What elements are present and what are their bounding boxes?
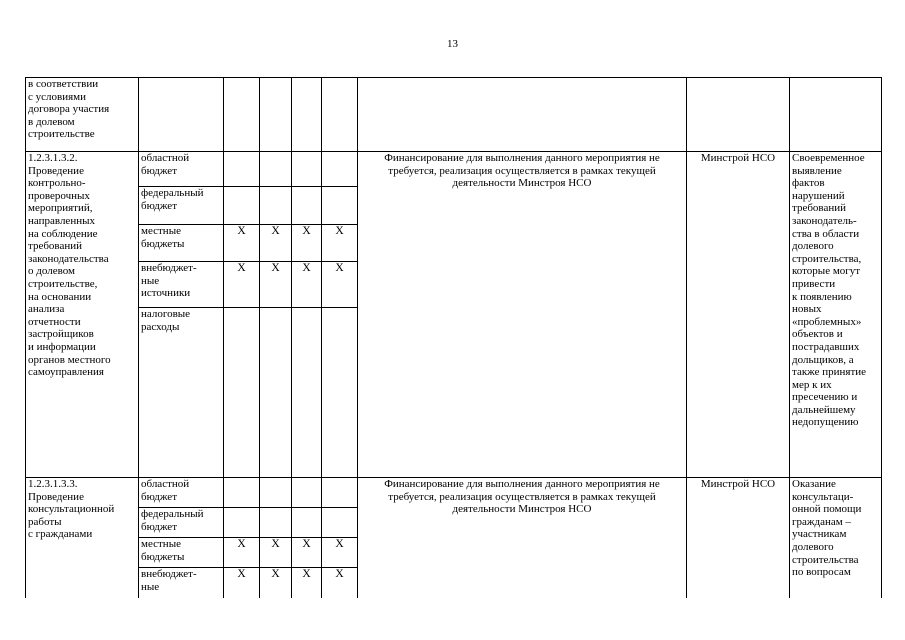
mark-cell: X xyxy=(260,538,292,568)
source-label: внебюджет- ные xyxy=(139,568,224,598)
source-label: местные бюджеты xyxy=(139,538,224,568)
program-measures-table xyxy=(25,77,882,598)
mark-cell xyxy=(322,308,358,478)
result-cell xyxy=(790,78,882,152)
table-row xyxy=(26,152,882,187)
measure-cell: в соответствии с условиями договора участия в долевом строительстве xyxy=(26,78,139,152)
mark-cell xyxy=(224,78,260,152)
mark-cell xyxy=(224,187,260,225)
mark-cell xyxy=(224,308,260,478)
mark-cell: X xyxy=(224,568,260,598)
executor-cell xyxy=(687,78,790,152)
mark-cell: X xyxy=(322,538,358,568)
measure-name-cell: 1.2.3.1.3.2. Проведение контрольно- проверочных мероприятий, направленных на соблюдение требований законодательства о долевом строительстве, на основании анализа отчетности застройщиков и информации органов местного самоуправления xyxy=(26,152,139,478)
mark-cell: X xyxy=(260,225,292,262)
executor-cell: Минстрой НСО xyxy=(687,152,790,478)
mark-cell xyxy=(260,508,292,538)
table-row xyxy=(26,478,882,508)
mark-cell xyxy=(292,187,322,225)
mark-cell xyxy=(224,152,260,187)
mark-cell xyxy=(292,152,322,187)
result-cell: Оказание консультаци- онной помощи гражданам – участникам долевого строительства по вопросам xyxy=(790,478,882,598)
mark-cell xyxy=(322,508,358,538)
mark-cell: X xyxy=(224,225,260,262)
mark-cell xyxy=(224,478,260,508)
source-cell xyxy=(139,78,224,152)
source-label: местные бюджеты xyxy=(139,225,224,262)
table-row xyxy=(26,78,882,152)
mark-cell: X xyxy=(322,262,358,308)
mark-cell: X xyxy=(260,262,292,308)
source-label: областной бюджет xyxy=(139,152,224,187)
mark-cell xyxy=(224,508,260,538)
mark-cell xyxy=(322,187,358,225)
financing-note: Финансирование для выполнения данного мероприятия не требуется, реализация осуществляется в рамках текущей деятельности Минстроя НСО xyxy=(358,478,687,598)
mark-cell: X xyxy=(292,225,322,262)
result-cell: Своевременное выявление фактов нарушений требований законодатель- ства в области долевого строительства, которые могут привести к появлению новых «проблемных» объектов и пострадавших дольщиков, а также принятие мер к их пресечению и дальнейшему недопущению xyxy=(790,152,882,478)
mark-cell xyxy=(292,508,322,538)
mark-cell xyxy=(260,152,292,187)
mark-cell: X xyxy=(224,262,260,308)
mark-cell xyxy=(322,152,358,187)
page-number: 13 xyxy=(447,38,458,50)
source-label: внебюджет- ные источники xyxy=(139,262,224,308)
financing-note: Финансирование для выполнения данного мероприятия не требуется, реализация осуществляется в рамках текущей деятельности Минстроя НСО xyxy=(358,152,687,478)
mark-cell: X xyxy=(260,568,292,598)
mark-cell: X xyxy=(292,538,322,568)
source-label: федеральный бюджет xyxy=(139,508,224,538)
mark-cell: X xyxy=(292,262,322,308)
source-label: налоговые расходы xyxy=(139,308,224,478)
mark-cell xyxy=(292,78,322,152)
mark-cell: X xyxy=(322,225,358,262)
executor-cell: Минстрой НСО xyxy=(687,478,790,598)
source-label: областной бюджет xyxy=(139,478,224,508)
mark-cell xyxy=(322,78,358,152)
mark-cell: X xyxy=(292,568,322,598)
mark-cell xyxy=(260,478,292,508)
financing-cell xyxy=(358,78,687,152)
mark-cell: X xyxy=(322,568,358,598)
measure-name-cell: 1.2.3.1.3.3. Проведение консультационной работы с гражданами xyxy=(26,478,139,598)
mark-cell xyxy=(292,308,322,478)
mark-cell xyxy=(260,187,292,225)
mark-cell xyxy=(260,308,292,478)
mark-cell xyxy=(292,478,322,508)
mark-cell xyxy=(322,478,358,508)
mark-cell xyxy=(260,78,292,152)
mark-cell: X xyxy=(224,538,260,568)
source-label: федеральный бюджет xyxy=(139,187,224,225)
